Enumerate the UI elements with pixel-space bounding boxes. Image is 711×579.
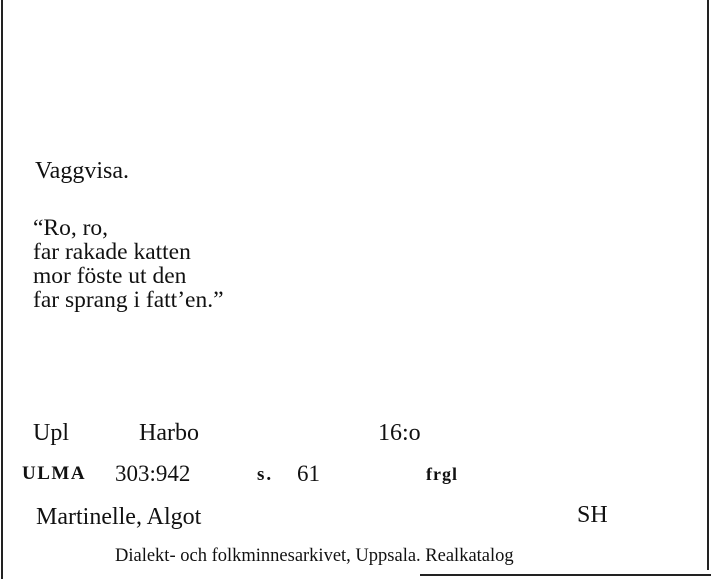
informant-name: Martinelle, Algot	[36, 504, 202, 530]
card-border-bottom	[420, 574, 711, 576]
format-field: 16:o	[378, 420, 421, 446]
card-border-left	[1, 0, 3, 579]
card-footer: Dialekt- och folkminnesarkivet, Uppsala. Realkatalog	[115, 546, 514, 566]
page-label: s.	[257, 464, 274, 485]
verse-line: mor föste ut den	[33, 263, 187, 289]
collector-initials: SH	[577, 502, 608, 528]
accession-number: 303:942	[115, 461, 191, 486]
archive-label: ULMA	[22, 463, 87, 484]
province-field: Upl	[33, 420, 69, 446]
parish-field: Harbo	[139, 420, 199, 446]
page-number: 61	[297, 461, 320, 486]
verse-line: far rakade katten	[33, 239, 191, 265]
verse-text	[33, 216, 224, 312]
card-border-right	[707, 0, 709, 570]
card-title: Vaggvisa.	[35, 158, 129, 184]
verse-line: far sprang i fatt’en.”	[33, 287, 224, 313]
category-code: frgl	[426, 464, 458, 484]
verse-line: “Ro, ro,	[33, 215, 109, 241]
